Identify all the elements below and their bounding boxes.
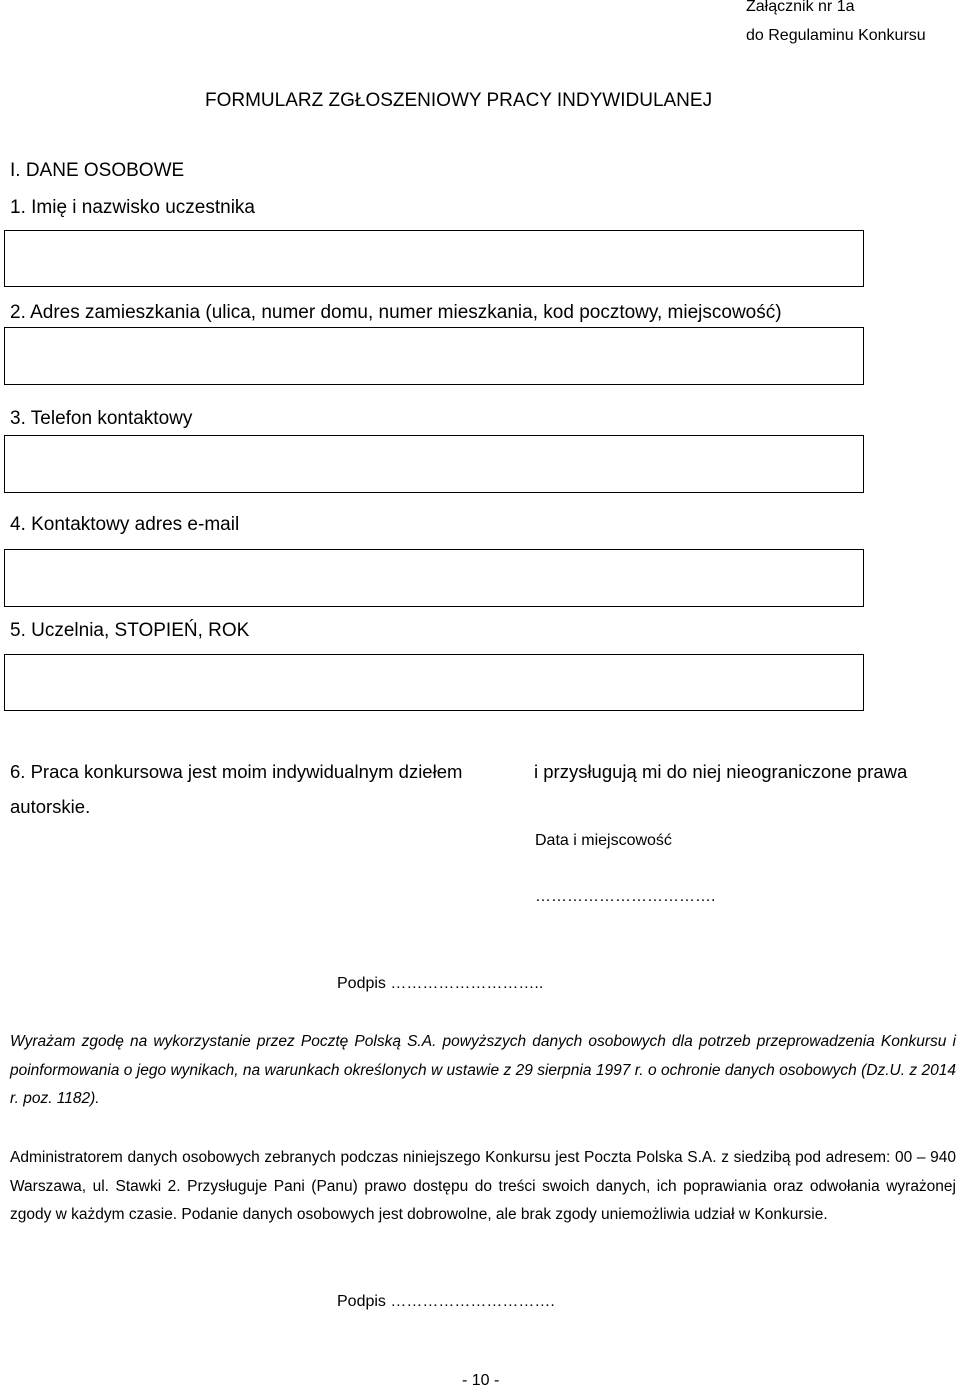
page-number: - 10 - [462,1372,500,1389]
field-label-address: 2. Adres zamieszkania (ulica, numer domu, numer mieszkania, kod pocztowy, miejscowość) [10,302,782,323]
field-label-email: 4. Kontaktowy adres e-mail [10,514,240,535]
consent-paragraph: Wyrażam zgodę na wykorzystanie przez Pocztę Polską S.A. powyższych danych osobowych dla potrzeb przeprowadzenia Konkursu i poinformowania o jego wynikach, na warunkach określonych w ustawie z 29 sierpnia 1997 r. o ochronie danych osobowych (Dz.U. z 2014 r. poz. 1182). [10,1033,956,1107]
field-label-university: 5. Uczelnia, STOPIEŃ, ROK [10,620,250,641]
name-field[interactable] [4,230,864,287]
final-signature-line: Podpis …………………………. [337,1293,555,1310]
section-header-personal-data: I. DANE OSOBOWE [10,160,185,181]
field-label-phone: 3. Telefon kontaktowy [10,408,193,429]
declaration-text-part2: i przysługują mi do niej nieograniczone prawa [534,761,908,782]
form-title: FORMULARZ ZGŁOSZENIOWY PRACY INDYWIDULANEJ [205,90,713,111]
university-field[interactable] [4,654,864,711]
email-field[interactable] [4,549,864,607]
administrator-paragraph: Administratorem danych osobowych zebranych podczas niniejszego Konkursu jest Poczta Polska S.A. z siedzibą pod adresem: 00 – 940 Warszawa, ul. Stawki 2. Przysługuje Pani (Panu) prawo dostępu do treści swoich danych, ich poprawiania oraz odwołania wyrażonej zgody w każdym czasie. Podanie danych osobowych jest dobrowolne, ale brak zgody uniemożliwia udział w Konkursie. [10,1149,956,1223]
date-place-label: Data i miejscowość [535,832,672,849]
date-place-dotted-line: ……………………………. [535,888,716,905]
declaration-text-line2: autorskie. [10,796,91,817]
field-label-name: 1. Imię i nazwisko uczestnika [10,197,255,218]
annex-reference-line1: Załącznik nr 1a [746,0,855,15]
signature-line: Podpis ……………………….. [337,975,544,992]
declaration-text-part1: 6. Praca konkursowa jest moim indywidualnym dziełem [10,761,463,782]
annex-reference-line2: do Regulaminu Konkursu [746,27,926,44]
phone-field[interactable] [4,435,864,493]
address-field[interactable] [4,327,864,385]
